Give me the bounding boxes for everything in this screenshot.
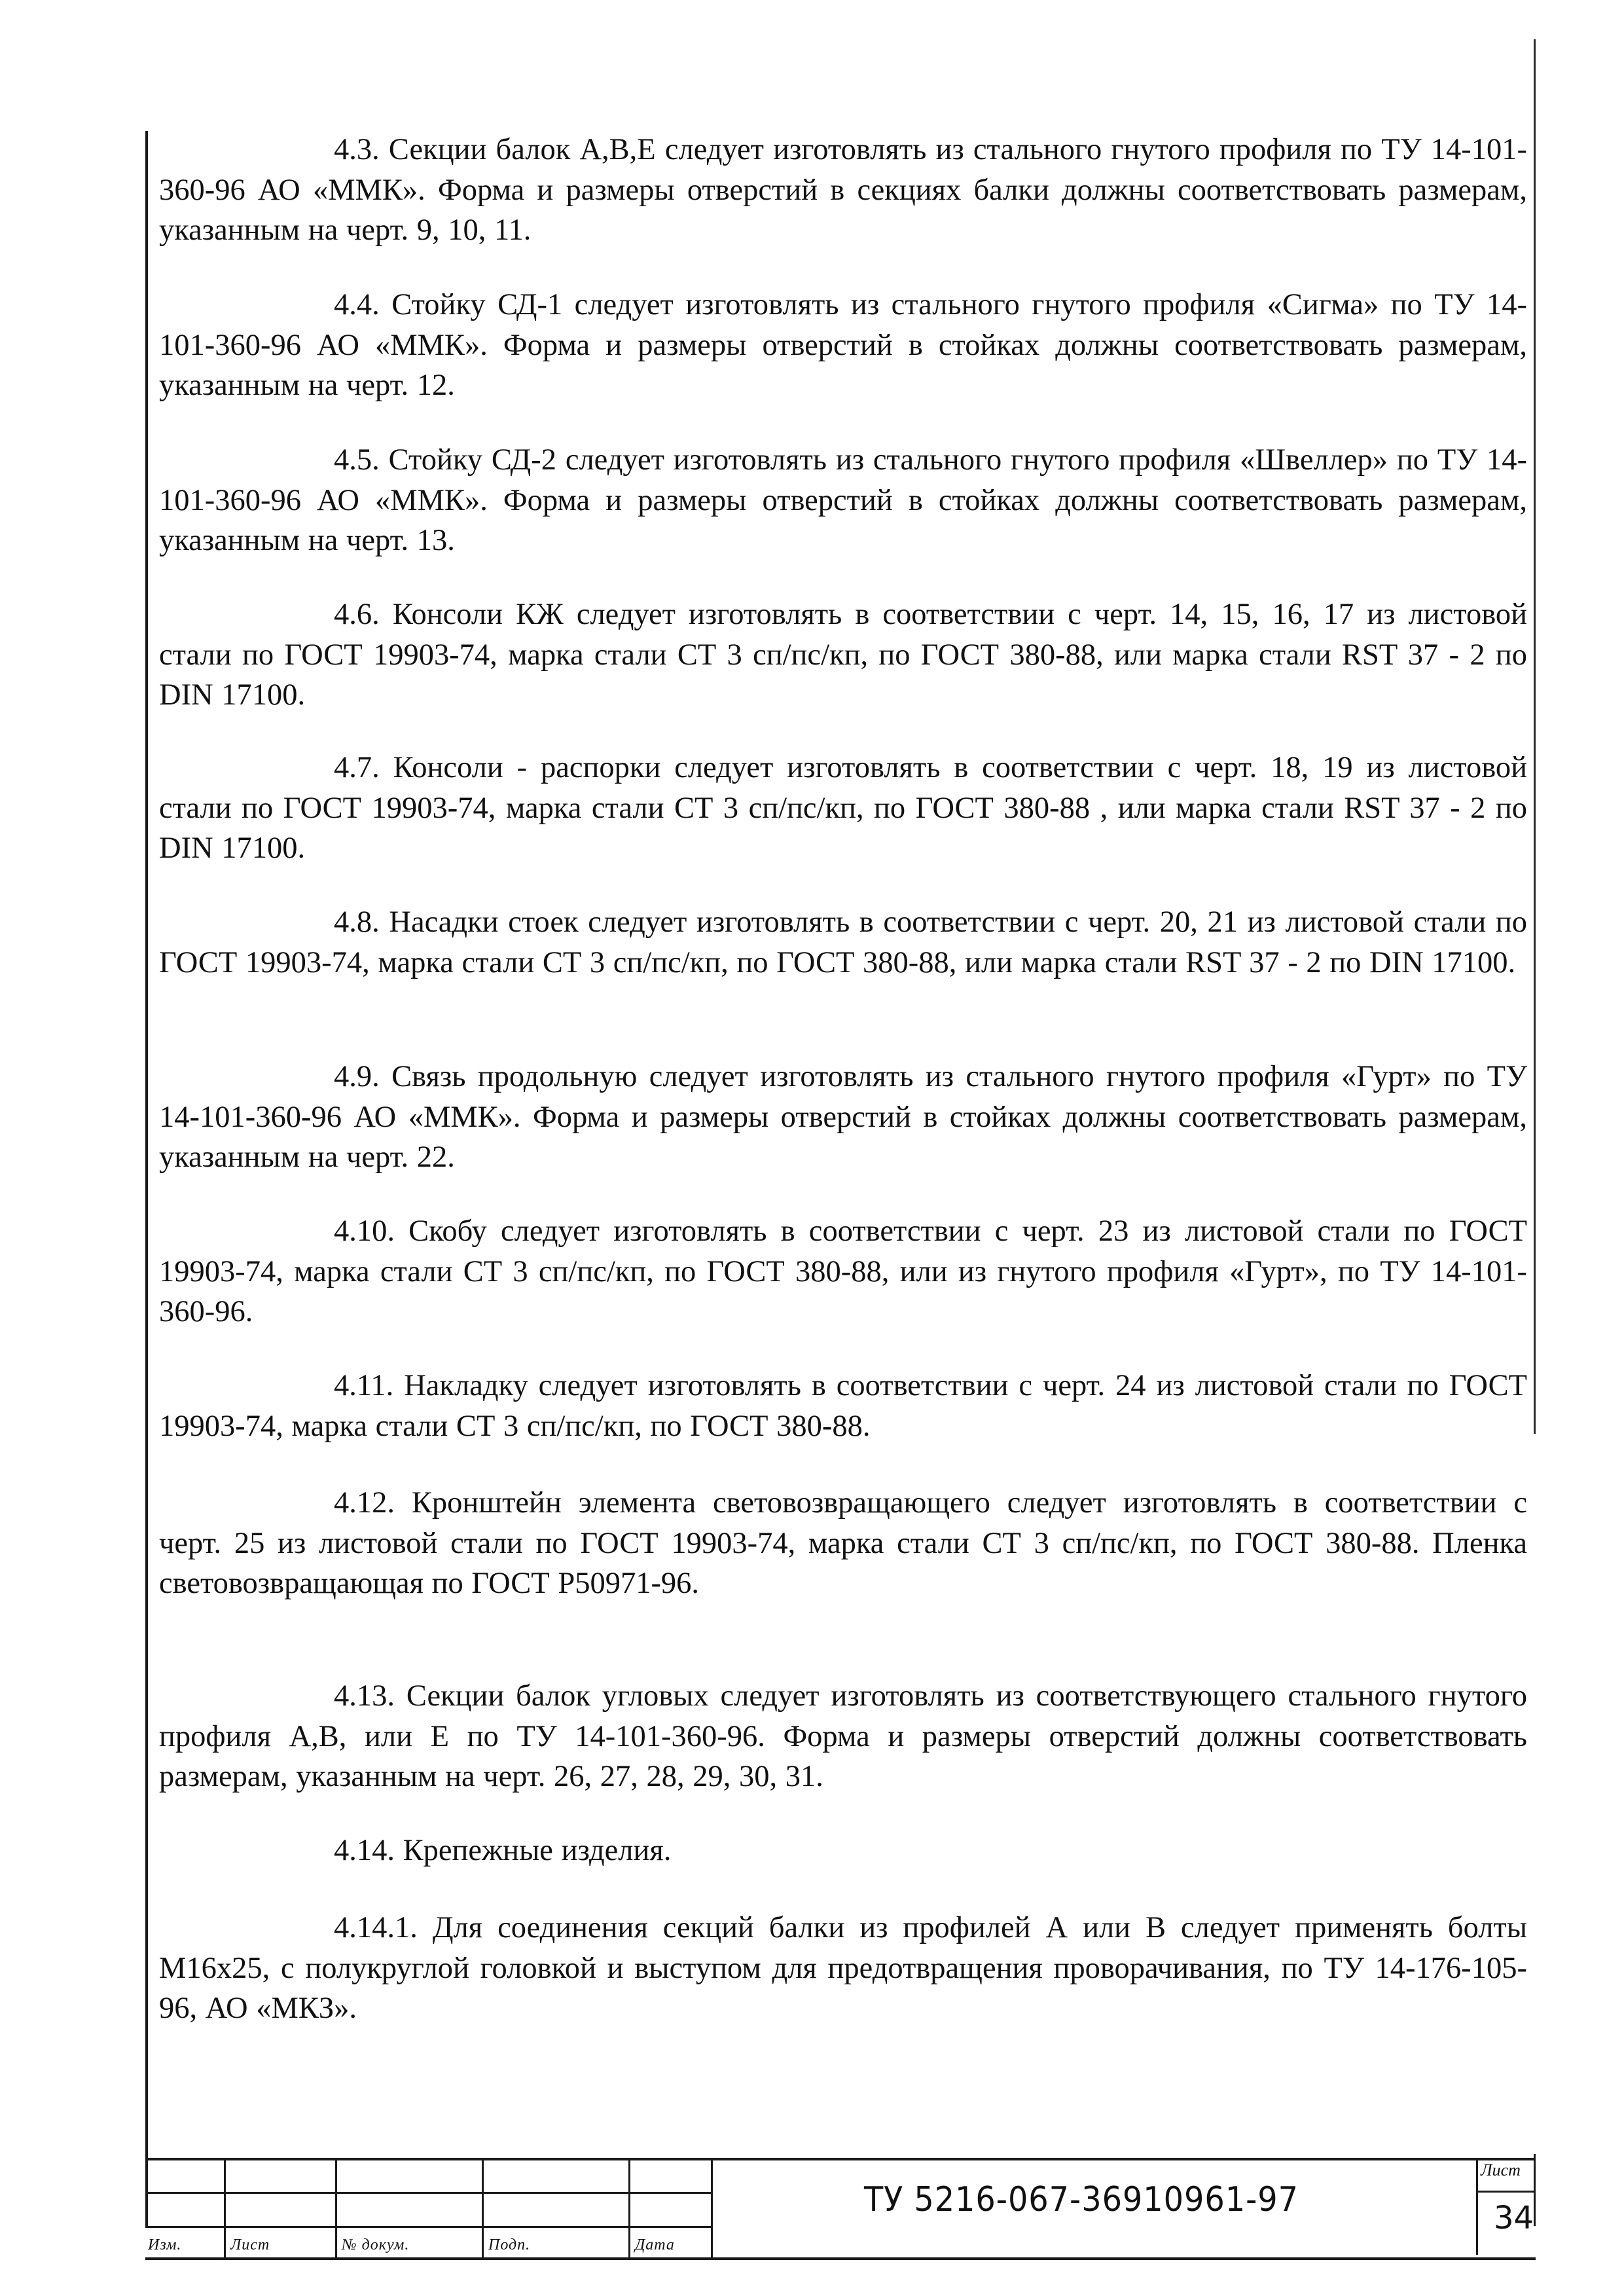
paragraph-4-13 xyxy=(159,1676,1527,1797)
stamp-header-signature: Подп. xyxy=(488,2236,531,2253)
paragraph-text: 4.9. Связь продольную следует изготовлять из стального гнутого профиля «Гурт» по ТУ 14-101-360-96 АО «ММК». Форма и размеры отверстий в стойках должны соответствовать размерам, указанным на черт. 22. xyxy=(159,1060,1527,1174)
grid-line xyxy=(628,2160,630,2257)
page-frame-left-border xyxy=(145,131,148,2226)
paragraph-text: 4.7. Консоли - распорки следует изготовлять в соответствии с черт. 18, 19 из листовой стали по ГОСТ 19903-74, марка стали СТ 3 сп/пс/кп, по ГОСТ 380-88 , или марка стали RST 37 - 2 по DIN 17100. xyxy=(159,751,1527,865)
grid-line xyxy=(224,2160,226,2257)
revision-grid xyxy=(145,2160,711,2257)
sheet-number: 34 xyxy=(1494,2200,1534,2236)
paragraph-4-14-1 xyxy=(159,1908,1527,2029)
sheet-label: Лист xyxy=(1481,2160,1521,2179)
page-frame-right-border xyxy=(1534,39,1536,1434)
stamp-header-date: Дата xyxy=(635,2236,675,2253)
paragraph-text: 4.6. Консоли КЖ следует изготовлять в соответствии с черт. 14, 15, 16, 17 из листовой стали по ГОСТ 19903-74, марка стали СТ 3 сп/пс/кп, по ГОСТ 380-88, или марка стали RST 37 - 2 по DIN 17100. xyxy=(159,598,1527,712)
paragraph-4-14 xyxy=(159,1831,1527,1871)
paragraph-4-9 xyxy=(159,1057,1527,1178)
paragraph-text: 4.11. Накладку следует изготовлять в соответствии с черт. 24 из листовой стали по ГОСТ 19903-74, марка стали СТ 3 сп/пс/кп, по ГОСТ 380-88. xyxy=(159,1369,1527,1443)
grid-line xyxy=(482,2160,484,2257)
stamp-header-doc-number: № докум. xyxy=(342,2236,410,2253)
stamp-header-sheet: Лист xyxy=(230,2236,270,2253)
paragraph-text: 4.10. Скобу следует изготовлять в соответствии с черт. 23 из листовой стали по ГОСТ 19903-74, марка стали СТ 3 сп/пс/кп, по ГОСТ 380-88, или из гнутого профиля «Гурт», по ТУ 14-101-360-96. xyxy=(159,1214,1527,1328)
paragraph-4-5 xyxy=(159,440,1527,561)
grid-line xyxy=(711,2160,713,2257)
paragraph-4-4 xyxy=(159,285,1527,406)
paragraph-text: 4.13. Секции балок угловых следует изготовлять из соответствующего стального гнутого профиля А,В, или Е по ТУ 14-101-360-96. Форма и размеры отверстий должны соответствовать размерам, указанным на черт. 26, 27, 28, 29, 30, 31. xyxy=(159,1679,1527,1793)
paragraph-4-11 xyxy=(159,1366,1527,1446)
paragraph-text: 4.14.1. Для соединения секций балки из профилей А или В следует применять болты М16х25, с полукруглой головкой и выступом для предотвращения проворачивания, по ТУ 14-176-105-96, АО «МКЗ». xyxy=(159,1911,1527,2025)
sheet-box-divider xyxy=(1478,2191,1536,2193)
paragraph-4-10 xyxy=(159,1211,1527,1332)
paragraph-4-3 xyxy=(159,130,1527,251)
paragraph-4-8 xyxy=(159,902,1527,983)
paragraph-text: 4.5. Стойку СД-2 следует изготовлять из стального гнутого профиля «Швеллер» по ТУ 14-101-360-96 АО «ММК». Форма и размеры отверстий в стойках должны соответствовать размерам, указанным на черт. 13. xyxy=(159,443,1527,557)
grid-line xyxy=(145,2192,711,2194)
paragraph-text: 4.3. Секции балок А,В,Е следует изготовлять из стального гнутого профиля по ТУ 14-101-360-96 АО «ММК». Форма и размеры отверстий в секциях балки должны соответствовать размерам, указанным на черт. 9, 10, 11. xyxy=(159,133,1527,247)
grid-line xyxy=(335,2160,337,2257)
stamp-header-change: Изм. xyxy=(148,2236,182,2253)
paragraph-4-7 xyxy=(159,748,1527,869)
paragraph-text: 4.4. Стойку СД-1 следует изготовлять из стального гнутого профиля «Сигма» по ТУ 14-101-360-96 АО «ММК». Форма и размеры отверстий в стойках должны соответствовать размерам, указанным на черт. 12. xyxy=(159,288,1527,402)
document-code: ТУ 5216-067-36910961-97 xyxy=(864,2180,1299,2219)
grid-line xyxy=(145,2226,711,2228)
paragraph-text: 4.8. Насадки стоек следует изготовлять в соответствии с черт. 20, 21 из листовой стали по ГОСТ 19903-74, марка стали СТ 3 сп/пс/кп, по ГОСТ 380-88, или марка стали RST 37 - 2 по DIN 17100. xyxy=(159,905,1527,979)
title-block-stamp xyxy=(145,2158,1536,2260)
paragraph-text: 4.14. Крепежные изделия. xyxy=(334,1834,672,1867)
paragraph-text: 4.12. Кронштейн элемента световозвращающего следует изготовлять в соответствии с черт. 25 из листовой стали по ГОСТ 19903-74, марка стали СТ 3 сп/пс/кп, по ГОСТ 380-88. Пленка световозвращающая по ГОСТ Р50971-96. xyxy=(159,1486,1527,1600)
paragraph-4-6 xyxy=(159,594,1527,716)
paragraph-4-12 xyxy=(159,1483,1527,1604)
